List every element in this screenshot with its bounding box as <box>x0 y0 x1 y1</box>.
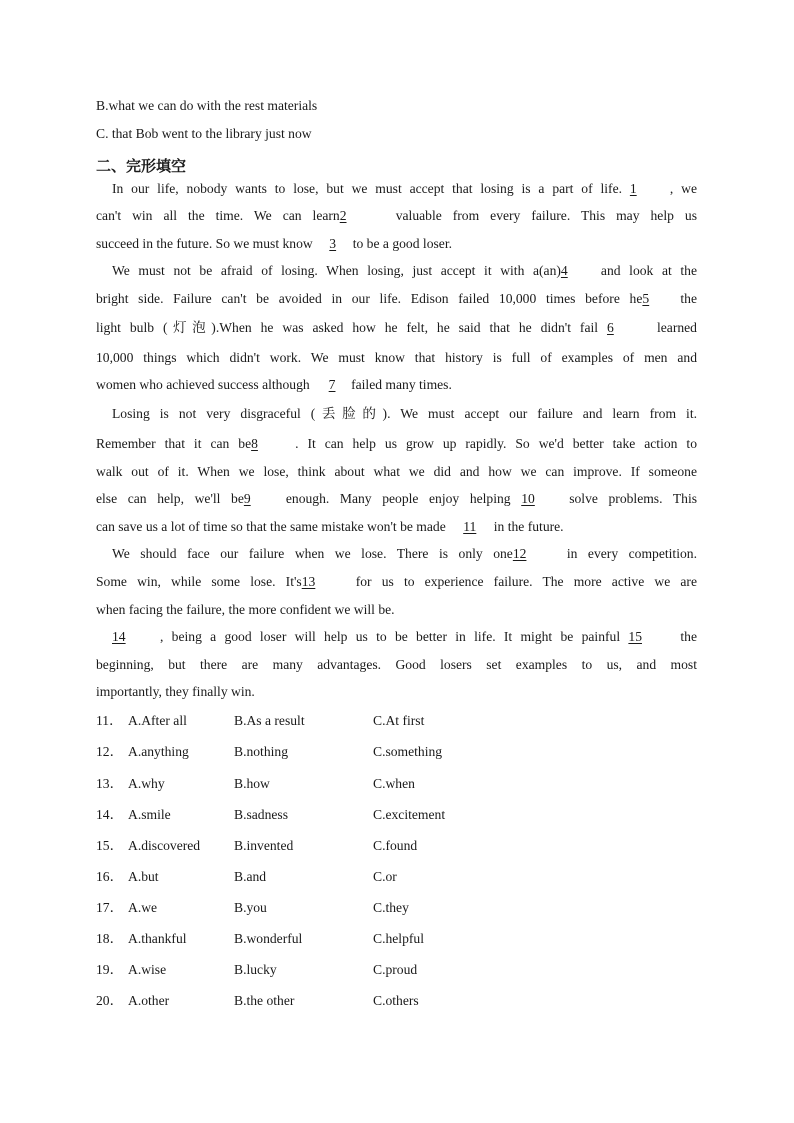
passage-line: importantly, they finally win. <box>96 684 255 699</box>
blank-14: 14 <box>112 629 126 644</box>
blank-13: 13 <box>301 574 316 589</box>
passage-line: We must not be afraid of losing. When losing, just accept it with a(an)4 and look at the <box>96 261 697 281</box>
option-c: C.or <box>373 869 397 884</box>
blank-11: 11 <box>463 519 477 534</box>
question-number: 18． <box>96 931 124 946</box>
option-c: C.At first <box>373 713 425 728</box>
passage-line: 10,000 things which didn't work. We must know that history is full of examples of men and <box>96 350 697 365</box>
prev-option-c: C. that Bob went to the library just now <box>96 126 312 141</box>
option-c: C.excitement <box>373 807 446 822</box>
blank-8: 8 <box>251 436 258 451</box>
option-b: B.how <box>234 776 270 791</box>
blank-6: 6 <box>606 320 614 335</box>
option-a: A.After all <box>128 713 187 728</box>
option-c: C.they <box>373 900 409 915</box>
passage-line: bright side. Failure can't be avoided in our life. Edison failed 10,000 times before he5 the <box>96 289 697 309</box>
blank-7: 7 <box>328 377 336 392</box>
passage-line: walk out of it. When we lose, think about what we did and how we can improve. If someone <box>96 464 697 479</box>
question-number: 19． <box>96 962 124 977</box>
option-c: C.others <box>373 993 419 1008</box>
option-a: A.we <box>128 900 158 915</box>
option-c: C.proud <box>373 962 418 977</box>
question-number: 16． <box>96 869 124 884</box>
option-a: A.smile <box>128 807 171 822</box>
option-b: B.the other <box>234 993 295 1008</box>
option-b: B.sadness <box>234 807 288 822</box>
passage-line: We should face our failure when we lose. There is only one12 in every competition. <box>96 544 697 564</box>
option-b: B.nothing <box>234 744 289 759</box>
passage-line: 14 , being a good loser will help us to be better in life. It might be painful 15 the <box>96 627 697 647</box>
passage-line: women who achieved success although 7 failed many times. <box>96 375 697 395</box>
passage-line: light bulb (灯泡).When he was asked how he felt, he said that he didn't fail 6 learned <box>96 318 697 338</box>
passage-line: Some win, while some lose. It's13 for us to experience failure. The more active we are <box>96 572 697 592</box>
option-a: A.why <box>128 776 165 791</box>
option-b: B.As a result <box>234 713 305 728</box>
option-a: A.thankful <box>128 931 187 946</box>
option-a: A.other <box>128 993 170 1008</box>
question-number: 11． <box>96 713 123 728</box>
option-c: C.helpful <box>373 931 424 946</box>
option-c: C.found <box>373 838 418 853</box>
option-b: B.you <box>234 900 267 915</box>
option-c: C.when <box>373 776 415 791</box>
prev-option-b: B.what we can do with the rest materials <box>96 98 318 113</box>
option-b: B.wonderful <box>234 931 303 946</box>
blank-15: 15 <box>628 629 642 644</box>
option-b: B.lucky <box>234 962 277 977</box>
option-a: A.wise <box>128 962 167 977</box>
blank-10: 10 <box>521 491 535 506</box>
option-b: B.and <box>234 869 267 884</box>
question-number: 15． <box>96 838 124 853</box>
question-number: 13． <box>96 776 124 791</box>
blank-9: 9 <box>243 491 251 506</box>
blank-12: 12 <box>512 546 527 561</box>
passage-line: beginning, but there are many advantages. Good losers set examples to us, and most <box>96 657 697 672</box>
passage-line: when facing the failure, the more confident we will be. <box>96 602 395 617</box>
passage-line: else can help, we'll be9 enough. Many people enjoy helping 10 solve problems. This <box>96 489 697 509</box>
question-number: 20． <box>96 993 124 1008</box>
passage-line: can save us a lot of time so that the same mistake won't be made 11 in the future. <box>96 517 697 537</box>
option-b: B.invented <box>234 838 294 853</box>
option-a: A.but <box>128 869 159 884</box>
option-c: C.something <box>373 744 443 759</box>
blank-1: 1 <box>629 181 637 196</box>
passage-line: can't win all the time. We can learn2 valuable from every failure. This may help us <box>96 206 697 226</box>
option-a: A.anything <box>128 744 189 759</box>
option-a: A.discovered <box>128 838 201 853</box>
question-number: 12． <box>96 744 124 759</box>
question-number: 14． <box>96 807 124 822</box>
blank-3: 3 <box>329 236 337 251</box>
passage-line: In our life, nobody wants to lose, but we must accept that losing is a part of life. 1 , we <box>96 179 697 199</box>
blank-2: 2 <box>339 208 347 223</box>
section-title: 二、完形填空 <box>96 157 187 175</box>
blank-4: 4 <box>560 263 568 278</box>
question-number: 17． <box>96 900 124 915</box>
passage-line: succeed in the future. So we must know 3 to be a good loser. <box>96 234 697 254</box>
passage-line: Losing is not very disgraceful (丢脸的). We must accept our failure and learn from it. <box>112 406 697 421</box>
blank-5: 5 <box>642 291 650 306</box>
passage-line: Remember that it can be8 . It can help us grow up rapidly. So we'd better take action to <box>96 434 697 454</box>
